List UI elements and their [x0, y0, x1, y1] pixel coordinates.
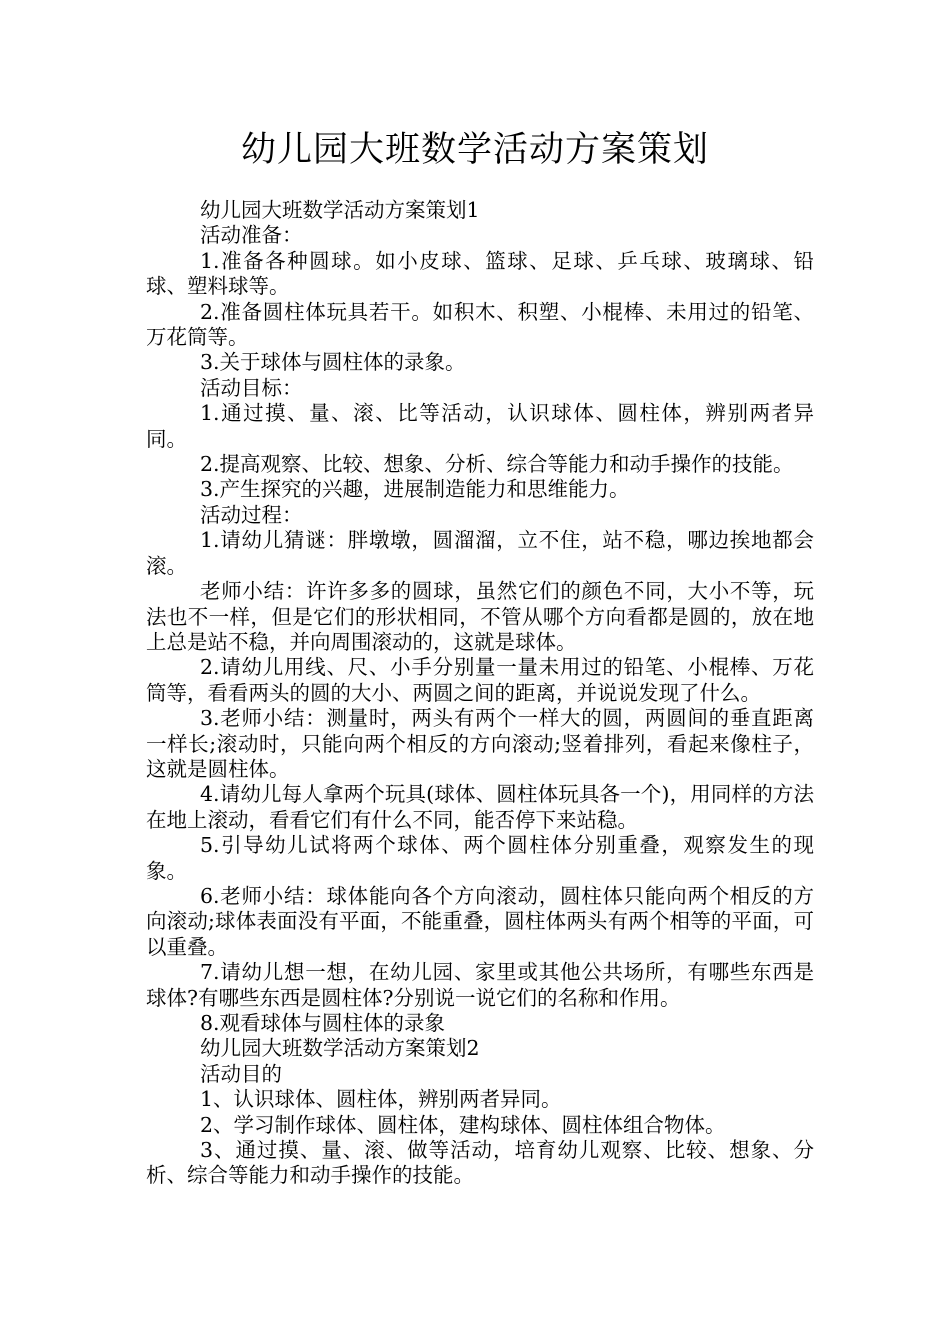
paragraph: 4.请幼儿每人拿两个玩具(球体、圆柱体玩具各一个)，用同样的方法在地上滚动，看看它们有什么不同，能否停下来站稳。	[146, 782, 814, 832]
paragraph: 1、认识球体、圆柱体，辨别两者异同。	[200, 1087, 562, 1112]
paragraph: 2、学习制作球体、圆柱体，建构球体、圆柱体组合物体。	[200, 1112, 726, 1137]
paragraph: 2.请幼儿用线、尺、小手分别量一量未用过的铅笔、小棍棒、万花筒等，看看两头的圆的大小、两圆之间的距离，并说说发现了什么。	[146, 655, 814, 705]
paragraph: 7.请幼儿想一想，在幼儿园、家里或其他公共场所，有哪些东西是球体?有哪些东西是圆柱体?分别说一说它们的名称和作用。	[146, 960, 814, 1010]
paragraph: 老师小结：许许多多的圆球，虽然它们的颜色不同，大小不等，玩法也不一样，但是它们的形状相同，不管从哪个方向看都是圆的，放在地上总是站不稳，并向周围滚动的，这就是球体。	[146, 579, 814, 654]
paragraph-process-heading: 活动过程：	[200, 502, 303, 527]
paragraph: 2.准备圆柱体玩具若干。如积木、积塑、小棍棒、未用过的铅笔、万花筒等。	[146, 299, 814, 350]
paragraph: 2.提高观察、比较、想象、分析、综合等能力和动手操作的技能。	[200, 452, 794, 477]
paragraph: 1.请幼儿猜谜：胖墩墩，圆溜溜，立不住，站不稳，哪边挨地都会滚。	[146, 528, 814, 578]
document-title: 幼儿园大班数学活动方案策划	[240, 130, 709, 170]
paragraph: 3.产生探究的兴趣，进展制造能力和思维能力。	[200, 477, 630, 502]
paragraph-purpose-heading: 活动目的	[200, 1061, 282, 1086]
paragraph: 1.准备各种圆球。如小皮球、篮球、足球、乒乓球、玻璃球、铅球、塑料球等。	[146, 248, 814, 299]
paragraph: 6.老师小结：球体能向各个方向滚动，圆柱体只能向两个相反的方向滚动;球体表面没有平面，不能重叠，圆柱体两头有两个相等的平面，可以重叠。	[146, 883, 814, 959]
paragraph-section-heading-2: 幼儿园大班数学活动方案策划2	[200, 1036, 480, 1061]
document-body	[146, 198, 814, 1189]
paragraph: 8.观看球体与圆柱体的录象	[200, 1011, 446, 1035]
paragraph-preparation-heading: 活动准备：	[200, 223, 303, 248]
paragraph: 3.关于球体与圆柱体的录象。	[200, 350, 466, 375]
paragraph-goals-heading: 活动目标：	[200, 375, 303, 400]
paragraph: 1.通过摸、量、滚、比等活动，认识球体、圆柱体，辨别两者异同。	[146, 401, 814, 451]
paragraph: 3、通过摸、量、滚、做等活动，培育幼儿观察、比较、想象、分析、综合等能力和动手操作的技能。	[146, 1138, 814, 1188]
paragraph: 5.引导幼儿试将两个球体、两个圆柱体分别重叠，观察发生的现象。	[146, 833, 814, 883]
paragraph-section-heading-1: 幼儿园大班数学活动方案策划1	[200, 198, 480, 222]
paragraph: 3.老师小结：测量时，两头有两个一样大的圆，两圆间的垂直距离一样长;滚动时，只能向两个相反的方向滚动;竖着排列，看起来像柱子，这就是圆柱体。	[146, 706, 814, 781]
